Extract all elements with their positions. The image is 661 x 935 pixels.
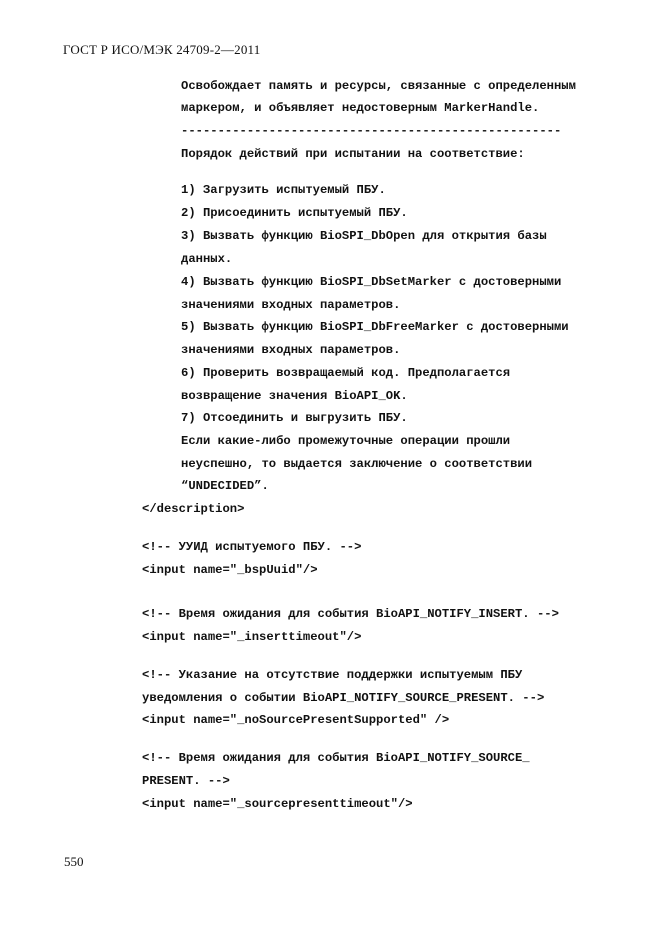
xml-input-tag: <input name="_noSourcePresentSupported" /> (142, 713, 450, 727)
text-line: неуспешно, то выдается заключение о соответствии (181, 457, 533, 471)
text-line: 1) Загрузить испытуемый ПБУ. (181, 183, 386, 197)
xml-input-tag: <input name="_bspUuid"/> (142, 563, 318, 577)
text-line: Если какие-либо промежуточные операции прошли (181, 434, 511, 448)
xml-comment: PRESENT. --> (142, 774, 230, 788)
text-line: 6) Проверить возвращаемый код. Предполагается (181, 366, 511, 380)
separator-line: ---------------------------------------------------- (181, 124, 562, 138)
text-line: 4) Вызвать функцию BioSPI_DbSetMarker с достоверными (181, 275, 562, 289)
document-header: ГОСТ Р ИСО/МЭК 24709-2—2011 (63, 42, 261, 57)
text-line: “UNDECIDED”. (181, 479, 269, 493)
xml-comment: <!-- Указание на отсутствие поддержки испытуемым ПБУ (142, 668, 523, 682)
text-line: Освобождает память и ресурсы, связанные с определенным (181, 79, 576, 93)
xml-comment: <!-- УУИД испытуемого ПБУ. --> (142, 540, 362, 554)
xml-comment: <!-- Время ожидания для события BioAPI_NOTIFY_SOURCE_ (142, 751, 530, 765)
text-line: маркером, и объявляет недостоверным MarkerHandle. (181, 101, 540, 115)
text-line: значениями входных параметров. (181, 298, 401, 312)
xml-comment: уведомления о событии BioAPI_NOTIFY_SOURCE_PRESENT. --> (142, 691, 545, 705)
text-line: 7) Отсоединить и выгрузить ПБУ. (181, 411, 408, 425)
xml-close-tag: </description> (142, 502, 245, 516)
text-line: Порядок действий при испытании на соответствие: (181, 147, 525, 161)
text-line: 5) Вызвать функцию BioSPI_DbFreeMarker с достоверными (181, 320, 569, 334)
xml-input-tag: <input name="_inserttimeout"/> (142, 630, 362, 644)
page-number: 550 (64, 854, 84, 869)
text-line: данных. (181, 252, 233, 266)
xml-input-tag: <input name="_sourcepresenttimeout"/> (142, 797, 413, 811)
text-line: значениями входных параметров. (181, 343, 401, 357)
xml-comment: <!-- Время ожидания для события BioAPI_NOTIFY_INSERT. --> (142, 607, 559, 621)
text-line: возвращение значения BioAPI_OK. (181, 389, 408, 403)
text-line: 2) Присоединить испытуемый ПБУ. (181, 206, 408, 220)
text-line: 3) Вызвать функцию BioSPI_DbOpen для открытия базы (181, 229, 547, 243)
